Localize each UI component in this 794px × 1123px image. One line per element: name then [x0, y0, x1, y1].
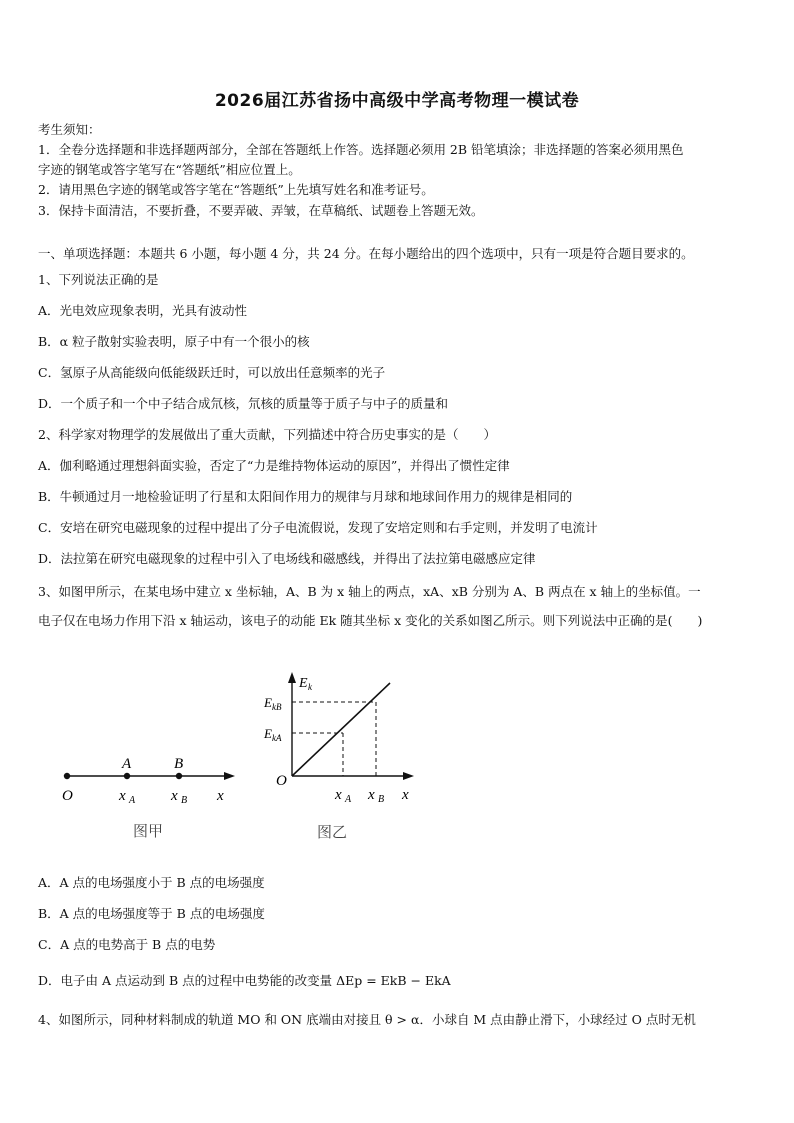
q1-stem: 1、下列说法正确的是 — [38, 272, 159, 287]
figure-b-label-ekb: E — [264, 695, 272, 710]
notice-heading: 考生须知： — [38, 122, 101, 137]
notice-item-3: 3．保持卡面清洁，不要折叠，不要弄破、弄皱，在草稿纸、试题卷上答题无效。 — [38, 203, 484, 218]
q3-stem-line2: 电子仅在电场力作用下沿 x 轴运动，该电子的动能 Ek 随其坐标 x 变化的关系如图乙所示。则下列说法中正确的是( ) — [38, 613, 703, 628]
notice-item-2: 2．请用黑色字迹的钢笔或答字笔在“答题纸”上先填写姓名和准考证号。 — [38, 182, 434, 197]
figure-b-label-eka: E — [264, 726, 272, 741]
figure-a — [55, 748, 245, 843]
q2-option-a: A．伽利略通过理想斜面实验，否定了“力是维持物体运动的原因”，并得出了惯性定律 — [38, 458, 510, 473]
figure-b-label-ekb-sub: kB — [272, 702, 282, 712]
figure-a-label-x: x — [217, 788, 224, 804]
notice-item-1: 1．全卷分选择题和非选择题两部分，全部在答题纸上作答。选择题必须用 2B 铅笔填涂；非选择题的答案必须用黑色 — [38, 142, 684, 157]
exam-title: 2026届江苏省扬中高级中学高考物理一模试卷 — [214, 91, 580, 111]
figure-b-label-xa: x — [335, 787, 342, 803]
figure-a-caption: 图甲 — [133, 822, 164, 840]
figure-b-caption: 图乙 — [317, 823, 348, 841]
q1-option-a: A．光电效应现象表明，光具有波动性 — [38, 303, 248, 318]
q1-option-c: C．氢原子从高能级向低能级跃迁时，可以放出任意频率的光子 — [38, 365, 386, 380]
figure-b-label-xa-sub: A — [345, 794, 352, 805]
figure-b-label-ek-sub: k — [308, 682, 312, 692]
q3-option-c: C．A 点的电势高于 B 点的电势 — [38, 937, 216, 952]
figure-b-ek-line — [292, 683, 390, 776]
figure-a-arrow-icon — [224, 772, 235, 780]
q1-option-b: B．α 粒子散射实验表明，原子中有一个很小的核 — [38, 334, 310, 349]
figure-b-label-ek: E — [299, 676, 308, 691]
figure-b-label-xb: x — [368, 787, 375, 803]
q4-stem: 4、如图所示，同种材料制成的轨道 MO 和 ON 底端由对接且 θ > α．小球自 M 点由静止滑下，小球经过 O 点时无机 — [38, 1012, 696, 1027]
figure-a-label-xa-sub: A — [129, 795, 136, 806]
q2-option-c: C．安培在研究电磁现象的过程中提出了分子电流假说，发现了安培定则和右手定则，并发明了电流计 — [38, 520, 598, 535]
section-heading: 一、单项选择题：本题共 6 小题，每小题 4 分，共 24 分。在每小题给出的四个选项中，只有一项是符合题目要求的。 — [38, 246, 694, 261]
figure-b — [260, 668, 430, 846]
q3-option-d: D．电子由 A 点运动到 B 点的过程中电势能的改变量 ΔEp = EkB − EkA — [38, 973, 451, 988]
figure-a-label-xb: x — [171, 788, 178, 804]
figure-a-label-o: O — [62, 788, 73, 804]
figure-a-point-b-dot — [176, 773, 182, 779]
q3-option-a: A．A 点的电场强度小于 B 点的电场强度 — [38, 875, 265, 890]
figure-a-point-a-dot — [124, 773, 130, 779]
figure-b-label-x: x — [402, 787, 409, 803]
notice-item-1-cont: 字迹的钢笔或答字笔写在“答题纸”相应位置上。 — [38, 162, 301, 177]
q3-option-b: B．A 点的电场强度等于 B 点的电场强度 — [38, 906, 265, 921]
figure-a-label-xa: x — [119, 788, 126, 804]
figure-a-origin-dot — [64, 773, 70, 779]
figure-a-label-b: B — [174, 756, 184, 772]
q1-option-d: D．一个质子和一个中子结合成氘核，氘核的质量等于质子与中子的质量和 — [38, 396, 449, 411]
figure-b-x-arrow-icon — [403, 772, 414, 780]
q2-option-b: B．牛顿通过月一地检验证明了行星和太阳间作用力的规律与月球和地球间作用力的规律是相同的 — [38, 489, 573, 504]
figure-b-label-eka-sub: kA — [272, 733, 282, 743]
figure-b-y-arrow-icon — [288, 672, 296, 683]
q2-stem: 2、科学家对物理学的发展做出了重大贡献，下列描述中符合历史事实的是（ ） — [38, 427, 496, 442]
figure-b-label-xb-sub: B — [378, 794, 385, 805]
figure-b-label-o: O — [276, 773, 287, 789]
figure-a-label-a: A — [122, 756, 132, 772]
q2-option-d: D．法拉第在研究电磁现象的过程中引入了电场线和磁感线，并得出了法拉第电磁感应定律 — [38, 551, 536, 566]
figure-a-label-xb-sub: B — [181, 795, 188, 806]
q3-stem-line1: 3、如图甲所示，在某电场中建立 x 坐标轴，A、B 为 x 轴上的两点，xA、xB 分别为 A、B 两点在 x 轴上的坐标值。一 — [38, 584, 701, 599]
